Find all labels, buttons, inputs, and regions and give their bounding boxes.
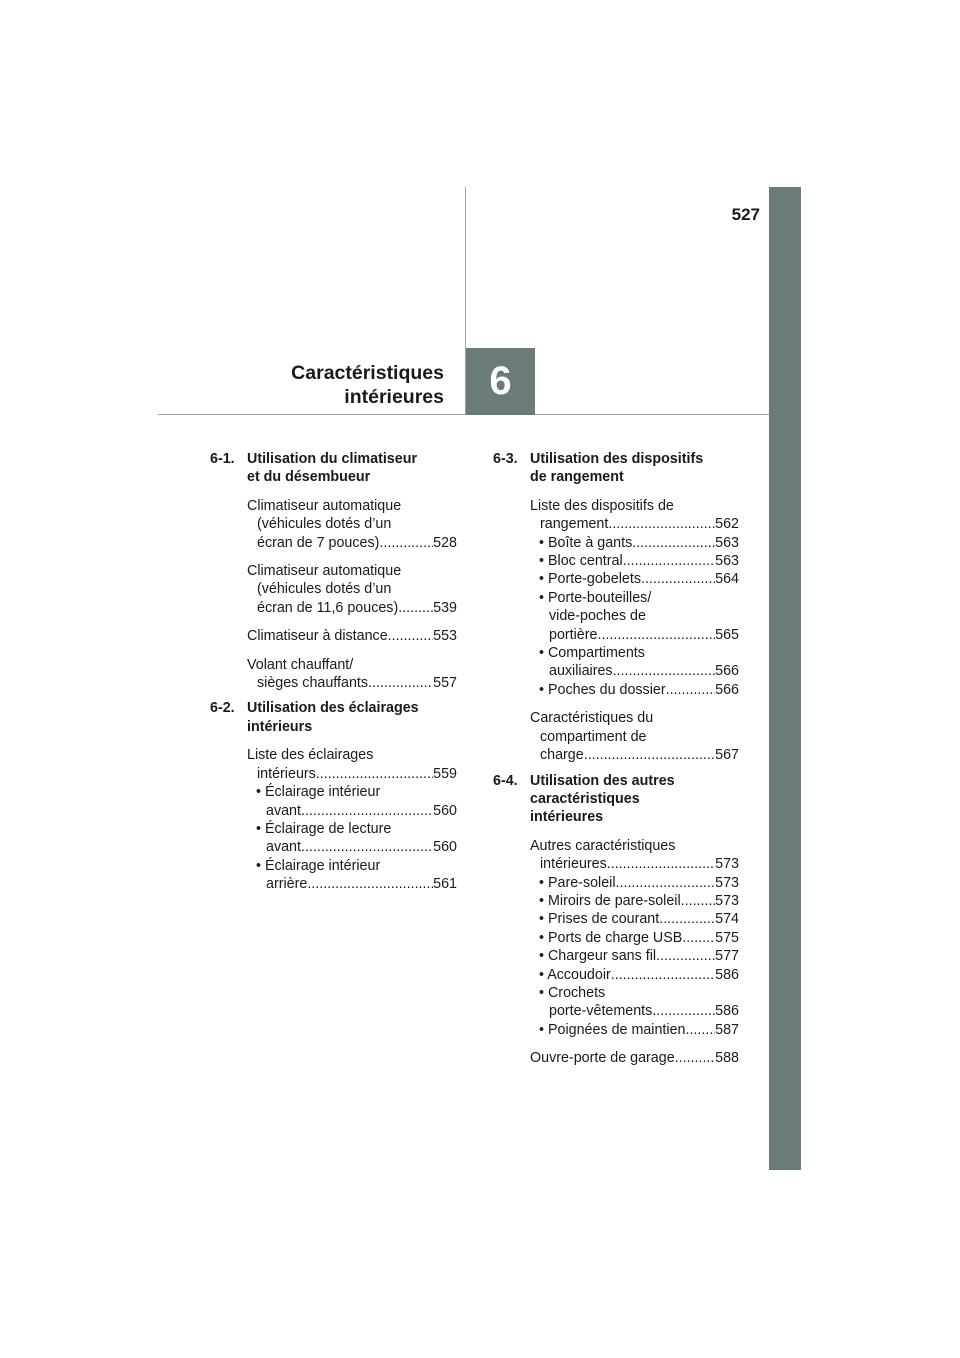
page-ref: 559 (433, 765, 457, 782)
section-number: 6-1. (210, 451, 235, 467)
entry-line: • Porte-bouteilles/ (539, 589, 652, 606)
chapter-title-line2: intérieures (344, 386, 444, 408)
entry-line: écran de 7 pouces) (257, 534, 380, 551)
toc-entry[interactable] (210, 627, 457, 645)
page-ref: 586 (715, 1003, 739, 1020)
toc-sub-entry[interactable] (210, 783, 457, 820)
toc-sub-entry[interactable] (493, 589, 739, 644)
page-ref: 553 (433, 628, 457, 645)
entry-line: écran de 11,6 pouces) (257, 599, 399, 616)
entry-line: • Ports de charge USB (539, 929, 683, 946)
page-ref: 563 (715, 534, 739, 551)
toc-sub-entry[interactable] (493, 910, 739, 928)
chapter-number-box: 6 (466, 348, 535, 415)
page-ref: 588 (715, 1050, 739, 1067)
toc-entry[interactable] (493, 709, 739, 764)
entry-line: • Compartiments (539, 645, 645, 662)
entry-line: Volant chauffant/ (247, 656, 354, 673)
entry-line: • Éclairage intérieur (256, 857, 381, 874)
page-ref: 557 (433, 675, 457, 692)
toc-sub-entry[interactable] (493, 552, 739, 570)
entry-line: (véhicules dotés d’un (257, 581, 392, 598)
entry-line: avant (266, 839, 301, 856)
toc-left-column (210, 450, 457, 894)
toc-right-column (493, 450, 739, 1068)
toc-sub-entry[interactable] (493, 534, 739, 552)
section-title-line: caractéristiques (530, 790, 640, 807)
toc-section-6-1[interactable] (210, 450, 457, 487)
chapter-title-line1: Caractéristiques (291, 362, 444, 384)
page-ref: 573 (715, 892, 739, 909)
entry-line: • Poignées de maintien (539, 1021, 686, 1038)
section-title-line: Utilisation du climatiseur (247, 451, 418, 467)
entry-line: • Bloc central (539, 553, 623, 570)
toc-sub-entry[interactable] (493, 984, 739, 1021)
entry-line: avant (266, 802, 301, 819)
toc-entry[interactable] (210, 497, 457, 552)
entry-line: • Éclairage intérieur (256, 784, 381, 801)
entry-line: • Pare-soleil (539, 874, 616, 891)
page-ref: 586 (715, 966, 739, 983)
toc-sub-entry[interactable] (493, 947, 739, 965)
entry-line: (véhicules dotés d’un (257, 516, 392, 533)
entry-line: Climatiseur automatique (247, 563, 402, 580)
section-number: 6-4. (493, 772, 518, 789)
entry-line: • Prises de courant (539, 911, 660, 928)
section-number: 6-2. (210, 700, 235, 717)
toc-section-6-3[interactable] (493, 450, 739, 487)
page-ref: 562 (715, 516, 739, 533)
entry-line: compartiment de (540, 728, 647, 745)
entry-line: auxiliaires (549, 663, 613, 680)
entry-line: intérieures (540, 856, 607, 873)
page-ref: 564 (715, 571, 739, 588)
page-ref: 539 (433, 599, 457, 616)
toc-entry[interactable] (210, 746, 457, 783)
page-ref: 573 (715, 874, 739, 891)
section-title-line: intérieurs (247, 718, 313, 735)
page-ref: 574 (715, 911, 739, 928)
entry-line: sièges chauffants (257, 675, 369, 692)
entry-line: Ouvre-porte de garage (530, 1050, 675, 1067)
entry-line: Climatiseur automatique (247, 497, 402, 514)
page-ref: 561 (433, 876, 457, 893)
toc-entry[interactable] (210, 656, 457, 693)
entry-line: • Miroirs de pare-soleil (539, 892, 681, 909)
toc-sub-entry[interactable] (493, 892, 739, 910)
entry-line: • Accoudoir (539, 966, 611, 983)
toc-sub-entry[interactable] (210, 820, 457, 857)
toc-sub-entry[interactable] (493, 681, 739, 699)
section-title-line: de rangement (530, 469, 624, 486)
toc-entry[interactable] (493, 497, 739, 534)
chapter-side-tab (769, 187, 801, 1170)
section-title-line: et du désembueur (247, 469, 371, 486)
entry-line: portière (549, 626, 598, 643)
section-title-line: intérieures (530, 809, 604, 826)
entry-line: • Crochets (539, 984, 606, 1001)
section-number: 6-3. (493, 451, 518, 467)
toc-sub-entry[interactable] (493, 570, 739, 588)
entry-line: Autres caractéristiques (530, 837, 676, 854)
entry-line: arrière (266, 876, 308, 893)
entry-line: rangement (540, 516, 609, 533)
page-ref: 587 (715, 1021, 739, 1038)
page-ref: 565 (715, 626, 739, 643)
entry-line: porte-vêtements (549, 1003, 653, 1020)
toc-entry[interactable] (493, 1049, 739, 1067)
entry-line: • Éclairage de lecture (256, 820, 392, 837)
entry-line: vide-poches de (549, 608, 646, 625)
page-ref: 566 (715, 681, 739, 698)
toc-entry[interactable] (493, 837, 739, 874)
entry-line: • Poches du dossier (539, 681, 666, 698)
toc-sub-entry[interactable] (493, 966, 739, 984)
chapter-title (291, 361, 444, 409)
entry-line: Climatiseur à distance (247, 628, 388, 645)
entry-line: • Porte-gobelets (539, 571, 641, 588)
toc-sub-entry[interactable] (493, 644, 739, 681)
page-ref: 563 (715, 553, 739, 570)
entry-line: Caractéristiques du (530, 710, 654, 727)
page-ref: 567 (715, 747, 739, 764)
entry-line: • Chargeur sans fil (539, 948, 657, 965)
toc-sub-entry[interactable] (493, 1021, 739, 1039)
page-ref: 560 (433, 802, 457, 819)
entry-line: Liste des dispositifs de (530, 497, 674, 514)
toc-sub-entry[interactable] (493, 929, 739, 947)
toc-sub-entry[interactable] (210, 857, 457, 894)
page-ref: 577 (715, 948, 739, 965)
toc-entry[interactable] (210, 562, 457, 617)
entry-line: Liste des éclairages (247, 747, 374, 764)
page-ref: 575 (715, 929, 739, 946)
entry-line: • Boîte à gants (539, 534, 633, 551)
entry-line: charge (540, 747, 584, 764)
section-title-line: Utilisation des éclairages (247, 700, 419, 717)
page-number: 527 (731, 205, 760, 224)
section-title-line: Utilisation des dispositifs (530, 451, 704, 467)
toc-section-6-4[interactable] (493, 772, 739, 827)
page-ref: 560 (433, 839, 457, 856)
toc-section-6-2[interactable] (210, 699, 457, 736)
header-horizontal-rule (158, 414, 769, 415)
entry-line: intérieurs (257, 765, 316, 782)
section-title-line: Utilisation des autres (530, 772, 675, 789)
toc-sub-entry[interactable] (493, 874, 739, 892)
page-ref: 573 (715, 856, 739, 873)
page-ref: 566 (715, 663, 739, 680)
page-ref: 528 (433, 534, 457, 551)
